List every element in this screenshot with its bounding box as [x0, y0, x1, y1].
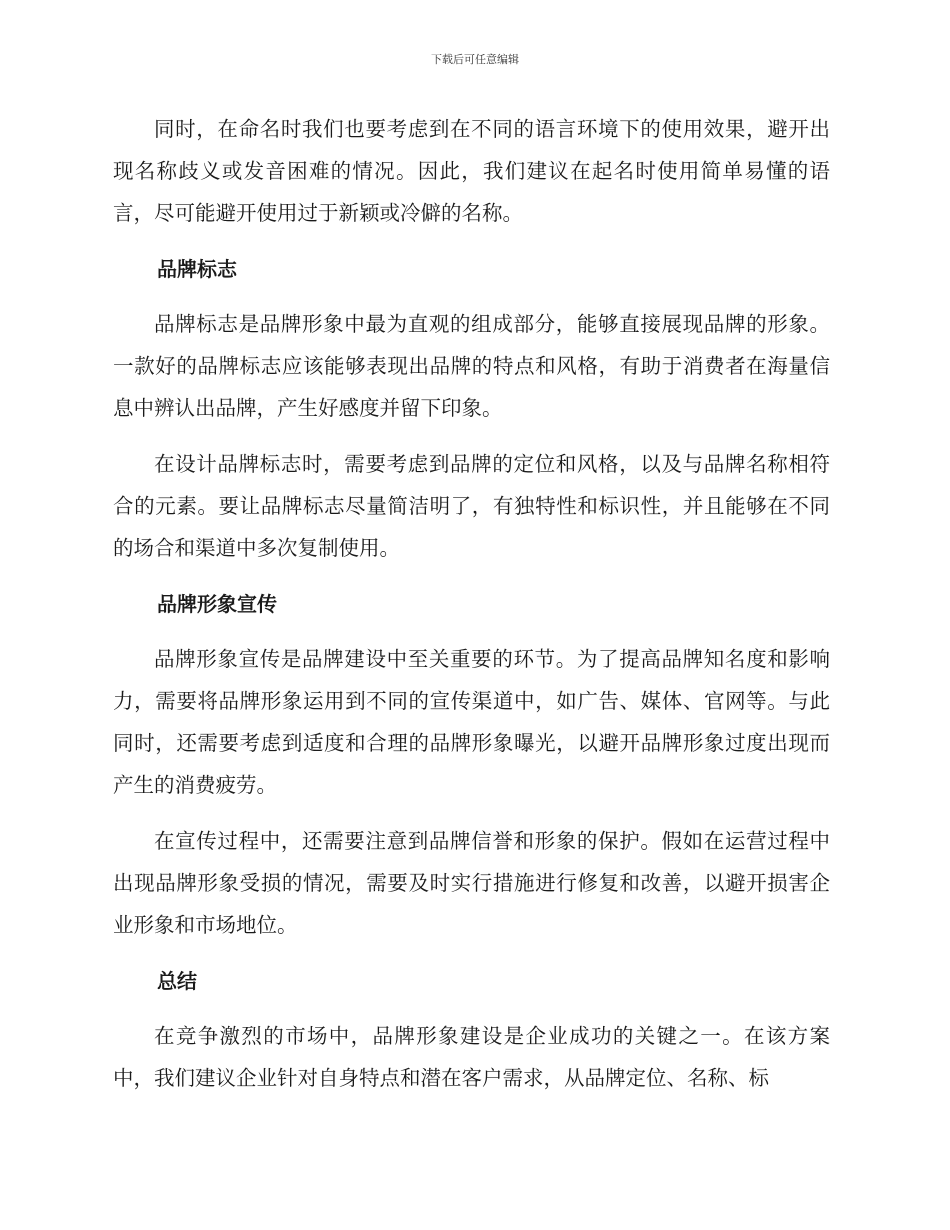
section-heading: 品牌标志	[157, 257, 237, 281]
document-body	[113, 108, 830, 1099]
paragraph: 在设计品牌标志时，需要考虑到品牌的定位和风格，以及与品牌名称相符合的元素。要让品牌标志尽量简洁明了，有独特性和标识性，并且能够在不同的场合和渠道中多次复制使用。	[113, 452, 830, 560]
paragraph: 在竞争激烈的市场中，品牌形象建设是企业成功的关键之一。在该方案中，我们建议企业针对自身特点和潜在客户需求，从品牌定位、名称、标	[113, 1024, 830, 1090]
page-header: 下载后可任意编辑	[431, 53, 519, 66]
paragraph: 同时，在命名时我们也要考虑到在不同的语言环境下的使用效果，避开出现名称歧义或发音困难的情况。因此，我们建议在起名时使用简单易懂的语言，尽可能避开使用过于新颖或冷僻的名称。	[113, 117, 830, 225]
section-heading: 总结	[157, 969, 197, 993]
paragraph: 品牌标志是品牌形象中最为直观的组成部分，能够直接展现品牌的形象。一款好的品牌标志应该能够表现出品牌的特点和风格，有助于消费者在海量信息中辨认出品牌，产生好感度并留下印象。	[113, 312, 830, 420]
paragraph: 在宣传过程中，还需要注意到品牌信誉和形象的保护。假如在运营过程中出现品牌形象受损的情况，需要及时实行措施进行修复和改善，以避开损害企业形象和市场地位。	[113, 829, 830, 937]
paragraph: 品牌形象宣传是品牌建设中至关重要的环节。为了提高品牌知名度和影响力，需要将品牌形象运用到不同的宣传渠道中，如广告、媒体、官网等。与此同时，还需要考虑到适度和合理的品牌形象曝光，以避开品牌形象过度出现而产生的消费疲劳。	[113, 647, 830, 797]
section-heading: 品牌形象宣传	[157, 592, 277, 616]
